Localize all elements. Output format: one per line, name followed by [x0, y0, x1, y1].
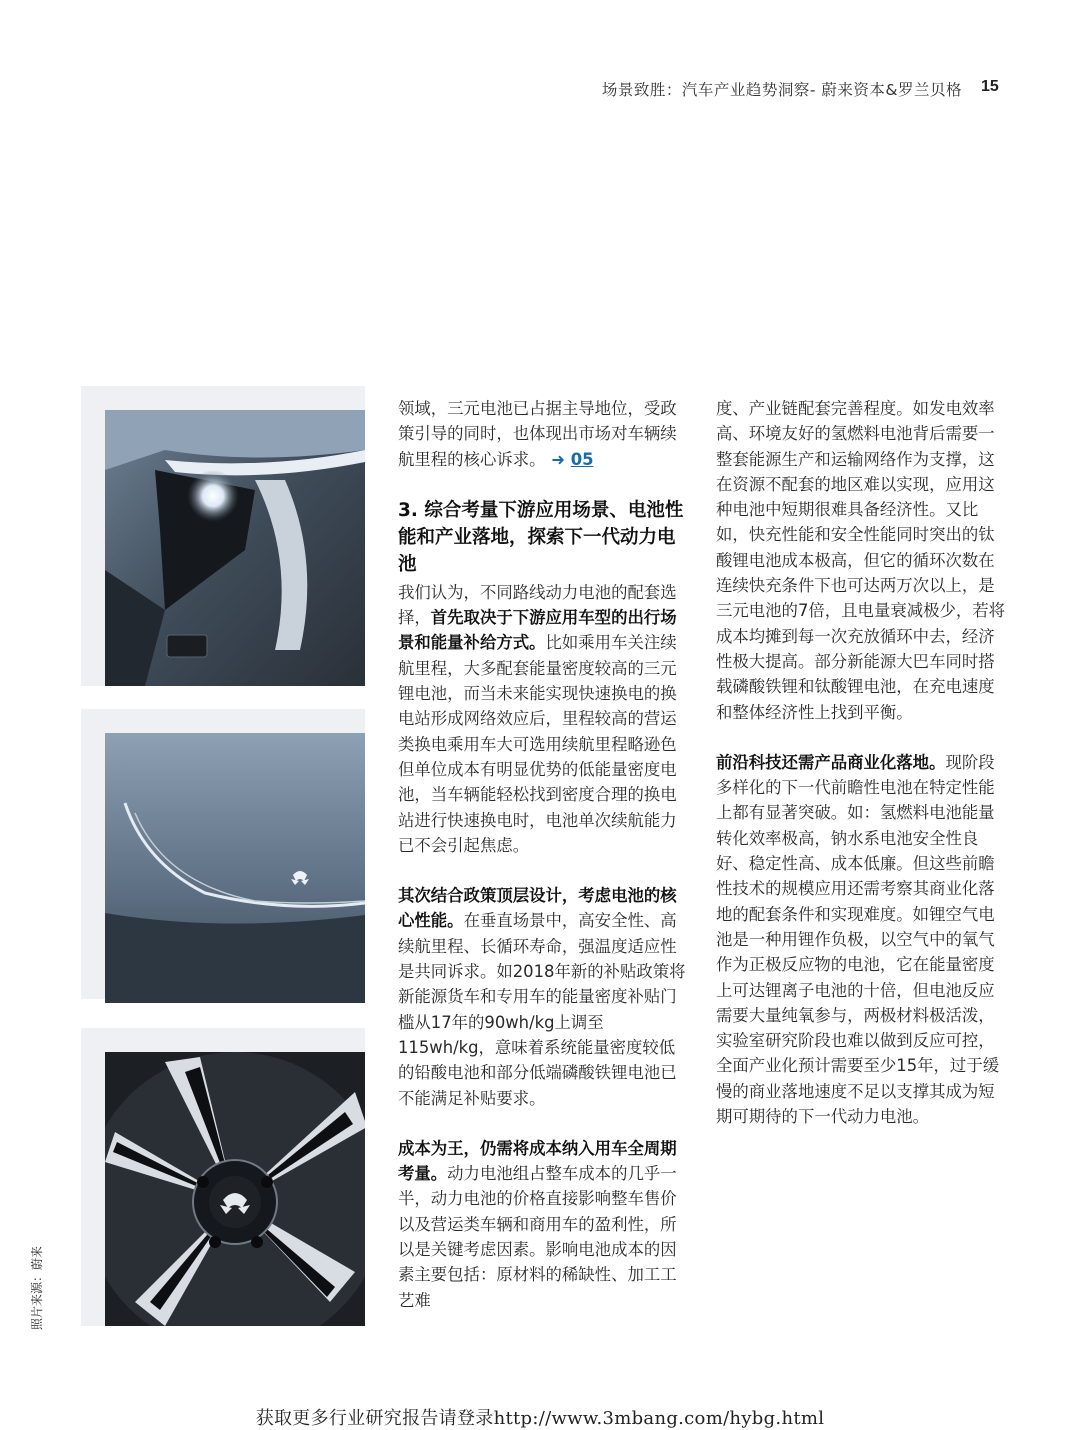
- right-text-column: [716, 396, 1006, 1129]
- paragraph-text: 比如乘用车关注续航里程，大多配套能量密度较高的三元锂电池，而当未来能实现快速换电的换电站形成网络效应后，里程较高的营运类换电乘用车大可选用续航里程略逊色但单位成本有明显优势的低能量密度电池，当车辆能轻松找到密度合理的换电站进行快速换电时，电池单次续航能力已不会引起焦虑。: [398, 633, 677, 855]
- paragraph-text: 我们认为，不同路线动力电池的配套选择，: [398, 582, 677, 628]
- paragraph-text: 在垂直场景中，高安全性、高续航里程、长循环寿命，强温度适应性是共同诉求。如2018年新的补贴政策将新能源货车和专用车的能量密度补贴门槛从17年的90wh/kg上调至115wh/kg，意味着系统能量密度较低的铅酸电池和部分低端磷酸铁锂电池已不能满足补贴要求。: [398, 911, 686, 1108]
- bold-lead: 成本为王，仍需将成本纳入用车全周期考量。: [398, 1138, 677, 1184]
- chapter-ref: 05: [570, 449, 594, 469]
- paragraph-industry-chain: 度、产业链配套完善程度。如发电效率高、环境友好的氢燃料电池背后需要一整套能源生产和运输网络作为支撑，这在资源不配套的地区难以实现，应用这种电池中短期很难具备经济性。又比如，快充性能和安全性能同时突出的钛酸锂电池成本极高，但它的循环次数在连续快充条件下也可达两万次以上，是三元电池的7倍，且电量衰减极少，若将成本均摊到每一次充放循环中去，经济性极大提高。部分新能源大巴车同时搭载磷酸铁锂和钛酸锂电池，在充电速度和整体经济性上找到平衡。: [716, 399, 1006, 722]
- car-wheel-photo: [105, 1052, 365, 1326]
- paragraph-scenario: [398, 580, 688, 858]
- bold-lead: 其次结合政策顶层设计，考虑电池的核心性能。: [398, 886, 677, 931]
- paragraph-frontier-tech: [716, 750, 1006, 1129]
- intro-text: 领域，三元电池已占据主导地位，受政策引导的同时，也体现出市场对车辆续航里程的核心诉求。: [398, 399, 677, 469]
- car-headlight-photo: [105, 410, 365, 686]
- intro-paragraph: [398, 396, 688, 472]
- paragraph-text: 动力电池组占整车成本的几乎一半，动力电池的价格直接影响整车售价以及营运类车辆和商用车的盈利性，所以是关键考虑因素。影响电池成本的因素主要包括：原材料的稀缺性、加工工艺难: [398, 1164, 677, 1310]
- page-header: [0, 78, 1080, 102]
- paragraph-text: 现阶段多样化的下一代前瞻性电池在特定性能上都有显著突破。如：氢燃料电池能量转化效率极高，钠水系电池安全性良好、稳定性高、成本低廉。但这些前瞻性技术的规模应用还需考察其商业化落地的配套条件和实现难度。如锂空气电池是一种用锂作负极，以空气中的氧气作为正极反应物的电池，它在能量密度上可达锂离子电池的十倍，但电池反应需要大量纯氧参与，两极材料极活泼，实验室研究阶段也难以做到反应可控，全面产业化预计需要至少15年，过于缓慢的商业落地速度不足以支撑其成为短期可期待的下一代动力电池。: [716, 752, 1000, 1127]
- section-heading: 3. 综合考量下游应用场景、电池性能和产业落地，探索下一代动力电池: [398, 499, 684, 575]
- chapter-05-link[interactable]: [546, 450, 594, 469]
- car-hood-photo: [105, 733, 365, 1003]
- paragraph-policy: [398, 883, 688, 1111]
- paragraph-cost: [398, 1136, 688, 1313]
- middle-text-column: [398, 396, 688, 1313]
- photo-credit: 照片来源：蔚来: [30, 1245, 44, 1330]
- page-number: 15: [981, 78, 999, 95]
- arrow-right-icon: ➜: [551, 449, 565, 469]
- bold-lead: 首先取决于下游应用车型的出行场景和能量补给方式。: [398, 608, 677, 653]
- footer-notice: 获取更多行业研究报告请登录http://www.3mbang.com/hybg.html: [255, 1408, 825, 1429]
- bold-lead: 前沿科技还需产品商业化落地。: [716, 752, 946, 772]
- report-title: 场景致胜：汽车产业趋势洞察- 蔚来资本&罗兰贝格: [601, 81, 962, 99]
